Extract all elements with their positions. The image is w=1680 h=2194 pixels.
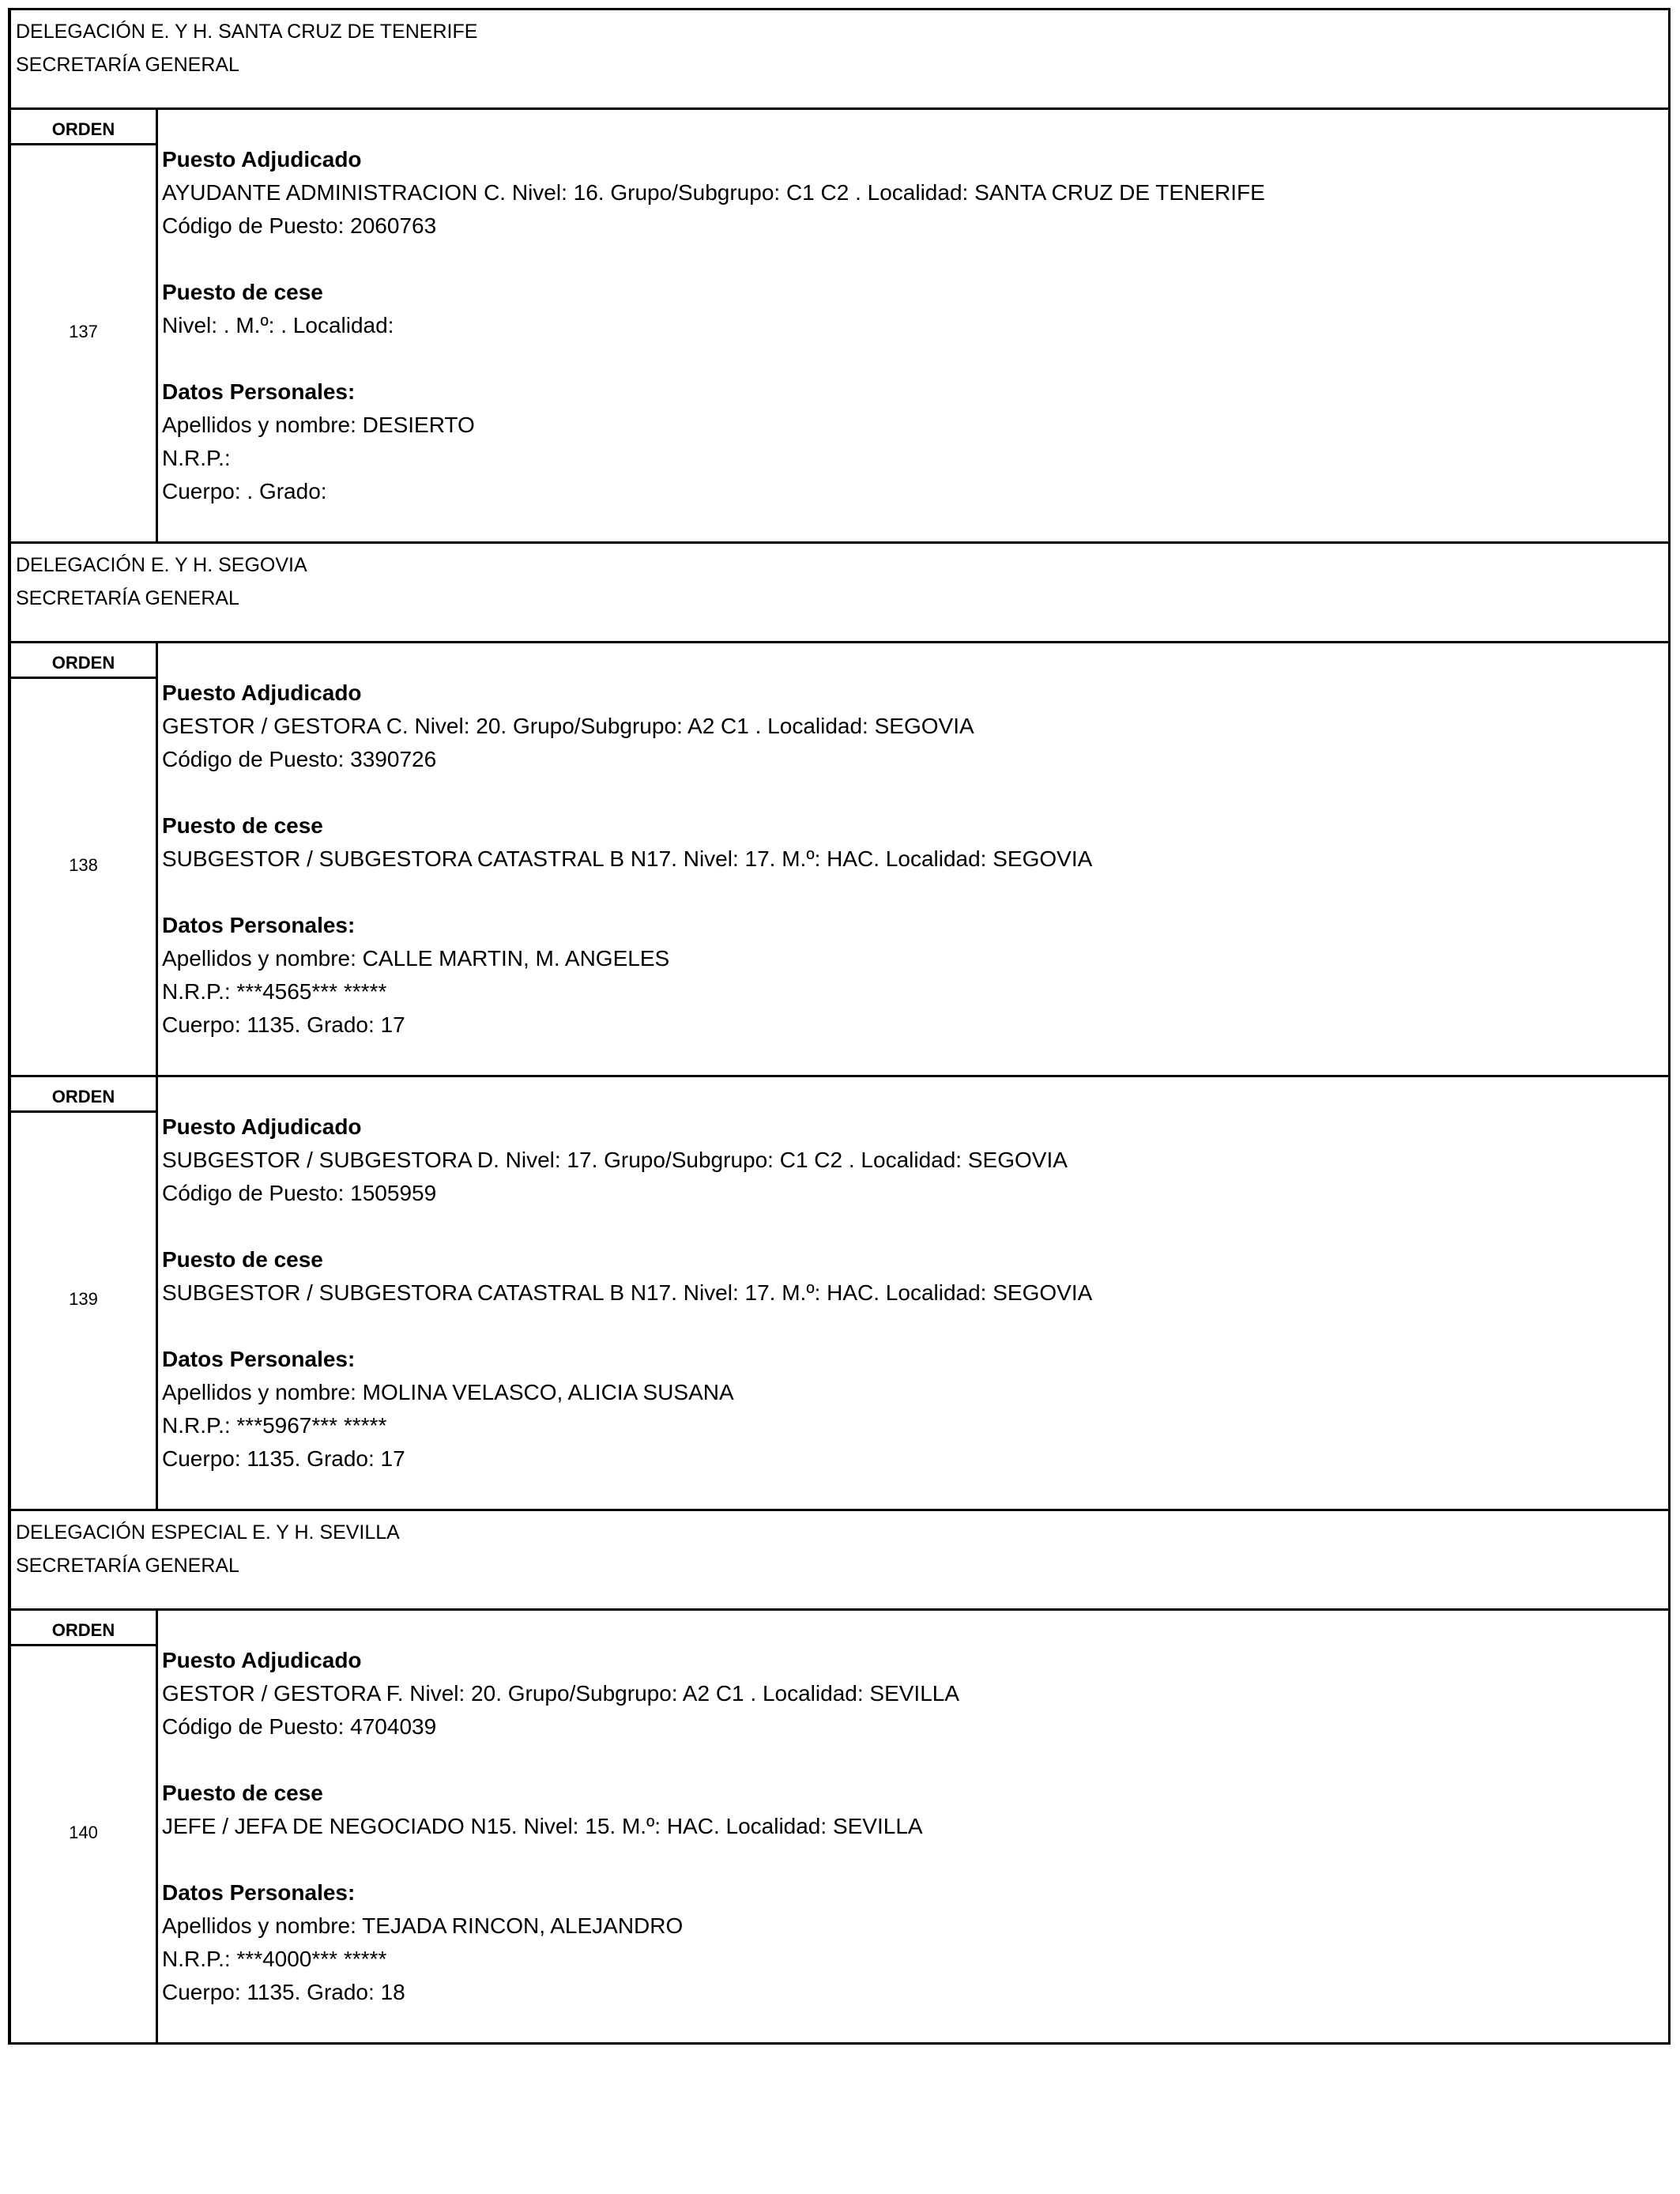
delegacion-title: DELEGACIÓN ESPECIAL E. Y H. SEVILLA — [16, 1521, 400, 1544]
entry-row — [11, 1075, 1668, 1509]
nrp: N.R.P.: ***5967*** ***** — [162, 1413, 387, 1438]
codigo-puesto: Código de Puesto: 2060763 — [162, 213, 437, 238]
puesto-adjudicado-description: AYUDANTE ADMINISTRACION C. Nivel: 16. Grupo/Subgrupo: C1 C2 . Localidad: SANTA CRUZ DE TENERIFE — [162, 180, 1265, 205]
orden-cell — [11, 110, 158, 541]
apellidos-nombre: Apellidos y nombre: CALLE MARTIN, M. ANGELES — [162, 946, 670, 971]
orden-label: ORDEN — [11, 114, 156, 145]
nrp: N.R.P.: ***4000*** ***** — [162, 1947, 387, 1971]
orden-label: ORDEN — [11, 1615, 156, 1646]
puesto-adjudicado-description: GESTOR / GESTORA C. Nivel: 20. Grupo/Subgrupo: A2 C1 . Localidad: SEGOVIA — [162, 714, 974, 738]
entry-row — [11, 641, 1668, 1075]
cuerpo-grado: Cuerpo: 1135. Grado: 17 — [162, 1446, 405, 1471]
orden-cell — [11, 643, 158, 1075]
datos-personales-heading: Datos Personales: — [162, 1347, 356, 1371]
puesto-adjudicado-heading: Puesto Adjudicado — [162, 680, 362, 705]
puesto-cese-description: Nivel: . M.º: . Localidad: — [162, 313, 394, 337]
puesto-adjudicado-description: GESTOR / GESTORA F. Nivel: 20. Grupo/Subgrupo: A2 C1 . Localidad: SEVILLA — [162, 1681, 960, 1706]
cuerpo-grado: Cuerpo: 1135. Grado: 18 — [162, 1980, 405, 2004]
cuerpo-grado: Cuerpo: . Grado: — [162, 479, 327, 503]
apellidos-nombre: Apellidos y nombre: TEJADA RINCON, ALEJANDRO — [162, 1913, 684, 1938]
orden-number: 137 — [69, 322, 98, 341]
section-header — [11, 1509, 1668, 1608]
orden-number: 138 — [69, 855, 98, 875]
nrp: N.R.P.: ***4565*** ***** — [162, 979, 387, 1004]
document-table — [8, 8, 1671, 2045]
entry-content — [158, 1077, 1668, 1509]
section-header — [11, 541, 1668, 641]
entry-content — [158, 110, 1668, 541]
puesto-cese-description: SUBGESTOR / SUBGESTORA CATASTRAL B N17. Nivel: 17. M.º: HAC. Localidad: SEGOVIA — [162, 1280, 1093, 1305]
puesto-adjudicado-heading: Puesto Adjudicado — [162, 1114, 362, 1139]
entry-row — [11, 107, 1668, 541]
apellidos-nombre: Apellidos y nombre: MOLINA VELASCO, ALICIA SUSANA — [162, 1380, 734, 1404]
section-header — [11, 8, 1668, 107]
orden-number: 139 — [69, 1289, 98, 1309]
entry-content — [158, 1611, 1668, 2042]
puesto-adjudicado-description: SUBGESTOR / SUBGESTORA D. Nivel: 17. Grupo/Subgrupo: C1 C2 . Localidad: SEGOVIA — [162, 1148, 1068, 1172]
datos-personales-heading: Datos Personales: — [162, 913, 356, 937]
entry-content — [158, 643, 1668, 1075]
nrp: N.R.P.: — [162, 446, 231, 470]
puesto-cese-heading: Puesto de cese — [162, 1781, 323, 1805]
secretaria-title: SECRETARÍA GENERAL — [16, 1555, 239, 1577]
cuerpo-grado: Cuerpo: 1135. Grado: 17 — [162, 1012, 405, 1037]
datos-personales-heading: Datos Personales: — [162, 379, 356, 404]
puesto-cese-description: JEFE / JEFA DE NEGOCIADO N15. Nivel: 15. M.º: HAC. Localidad: SEVILLA — [162, 1814, 923, 1838]
puesto-adjudicado-heading: Puesto Adjudicado — [162, 147, 362, 172]
puesto-cese-heading: Puesto de cese — [162, 813, 323, 838]
puesto-cese-heading: Puesto de cese — [162, 280, 323, 304]
apellidos-nombre: Apellidos y nombre: DESIERTO — [162, 413, 475, 437]
orden-number: 140 — [69, 1823, 98, 1842]
orden-label: ORDEN — [11, 1081, 156, 1113]
orden-cell — [11, 1077, 158, 1509]
secretaria-title: SECRETARÍA GENERAL — [16, 54, 239, 76]
codigo-puesto: Código de Puesto: 3390726 — [162, 747, 437, 771]
codigo-puesto: Código de Puesto: 1505959 — [162, 1181, 437, 1205]
codigo-puesto: Código de Puesto: 4704039 — [162, 1714, 437, 1739]
puesto-cese-heading: Puesto de cese — [162, 1247, 323, 1272]
entry-row — [11, 1608, 1668, 2042]
orden-label: ORDEN — [11, 647, 156, 679]
puesto-adjudicado-heading: Puesto Adjudicado — [162, 1648, 362, 1672]
orden-cell — [11, 1611, 158, 2042]
datos-personales-heading: Datos Personales: — [162, 1880, 356, 1905]
secretaria-title: SECRETARÍA GENERAL — [16, 587, 239, 609]
delegacion-title: DELEGACIÓN E. Y H. SANTA CRUZ DE TENERIFE — [16, 21, 478, 43]
delegacion-title: DELEGACIÓN E. Y H. SEGOVIA — [16, 554, 307, 576]
puesto-cese-description: SUBGESTOR / SUBGESTORA CATASTRAL B N17. Nivel: 17. M.º: HAC. Localidad: SEGOVIA — [162, 846, 1093, 871]
